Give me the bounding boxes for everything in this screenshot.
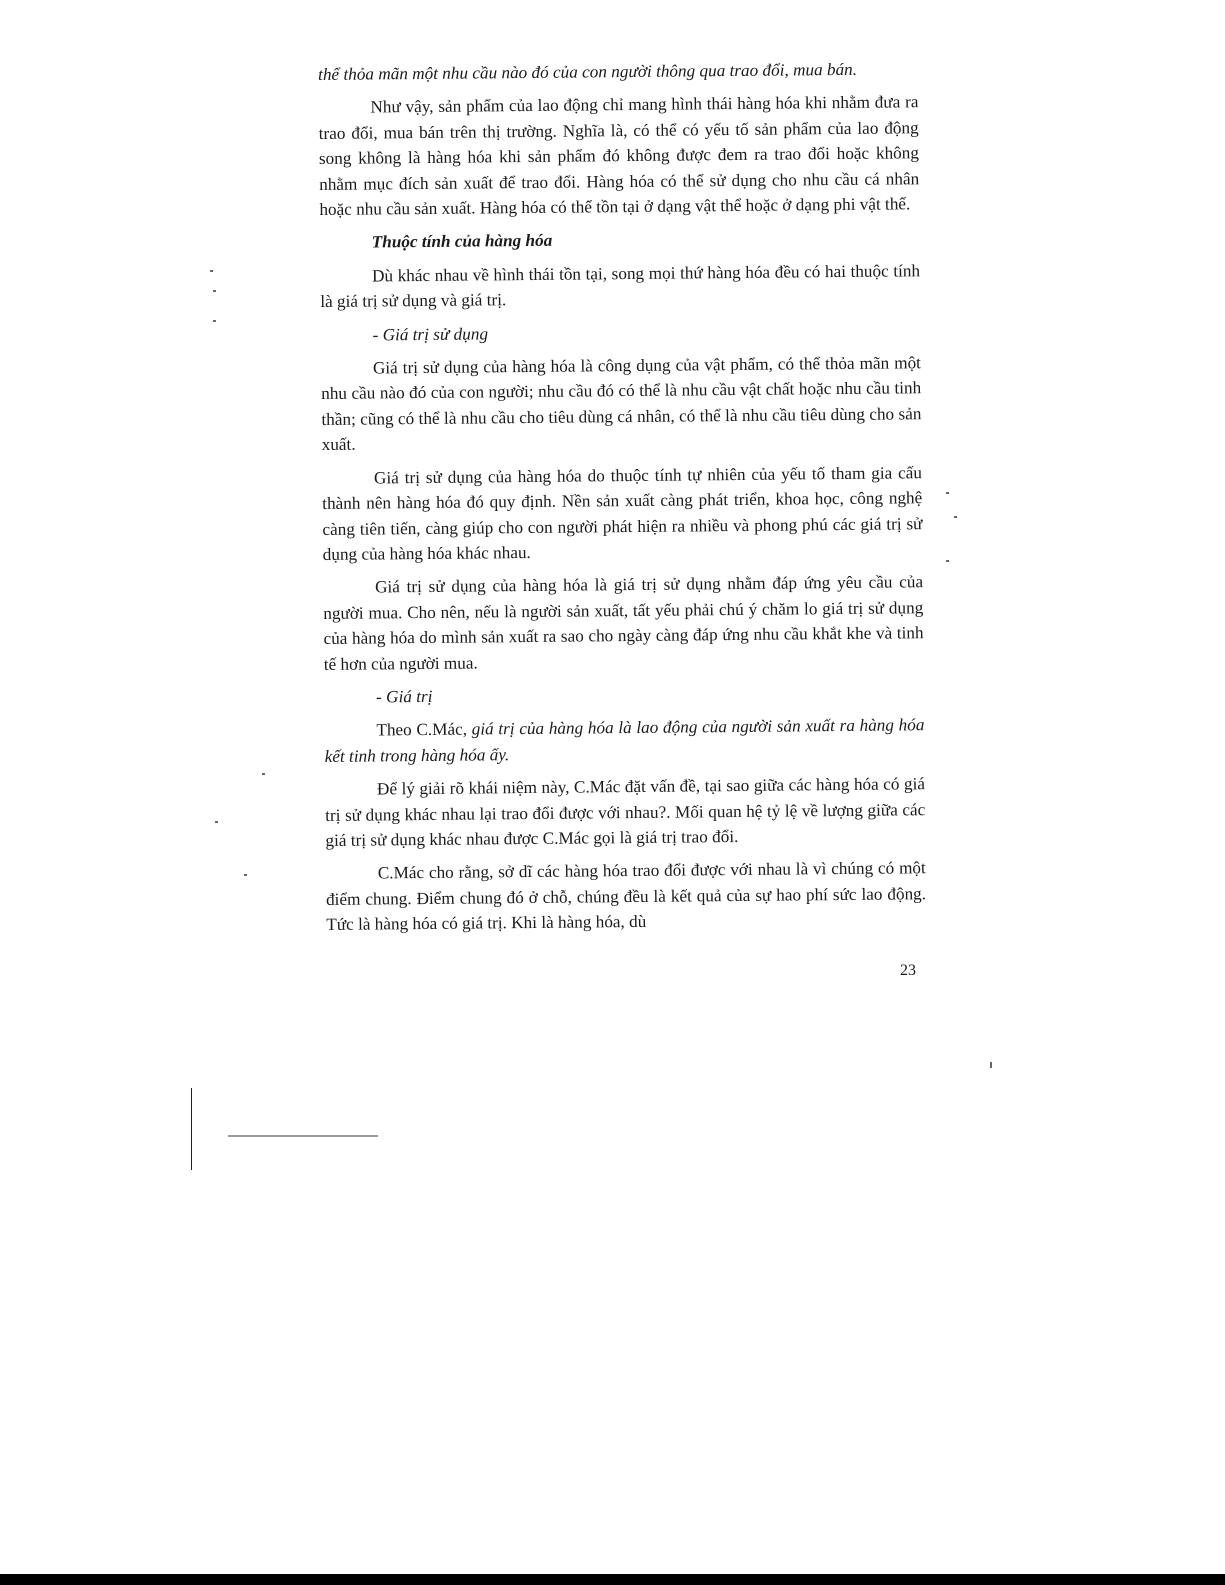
scan-speck: [210, 270, 213, 272]
paragraph-use-value-buyer: Giá trị sử dụng của hàng hóa là giá trị sử dụng nhằm đáp ứng yêu cầu của người mua. Cho nên, nếu là người sản xuất, tất yếu phải chú ý chăm lo giá trị sử dụng của hàng hóa do mình sản xuất ra sao cho ngày càng đáp ứng nhu cầu khắt khe và tinh tế hơn của người mua.: [323, 572, 924, 674]
value-definition-lead: Theo C.Mác,: [376, 719, 472, 740]
section-heading-attributes: Thuộc tính của hàng hóa: [371, 231, 553, 252]
scan-speck: [946, 492, 949, 494]
paragraph-value-definition: [324, 713, 924, 770]
scan-speck: [946, 560, 949, 562]
paragraph-intro-continuation: thể thỏa mãn một nhu cầu nào đó của con người thông qua trao đổi, mua bán.: [318, 59, 858, 84]
scan-speck: [213, 320, 216, 322]
scan-speck: [954, 516, 957, 518]
scan-speck: [244, 874, 247, 876]
scan-speck: [262, 773, 265, 775]
paragraph-exchange-value: Để lý giải rõ khái niệm này, C.Mác đặt vấn đề, tại sao giữa các hàng hóa có giá trị sử dụng khác nhau lại trao đổi được với nhau?. Mối quan hệ tỷ lệ về lượng giữa các giá trị sử dụng khác nhau được C.Mác gọi là giá trị trao đổi.: [325, 774, 926, 850]
scan-margin-smudge: [228, 1135, 378, 1137]
body-text: [318, 56, 926, 945]
scan-edge-line: [191, 1088, 192, 1170]
value-definition-emphasis: giá trị của hàng hóa là lao động của người sản xuất ra hàng hóa kết tinh trong hàng hóa ấy.: [324, 715, 925, 766]
paragraph-use-value-definition: Giá trị sử dụng của hàng hóa là công dụng của vật phẩm, có thể thỏa mãn một nhu cầu nào đó của con người; nhu cầu đó có thể là nhu cầu vật chất hoặc nhu cầu tinh thần; cũng có thể là nhu cầu cho tiêu dùng cá nhân, có thể là nhu cầu tiêu dùng cho sản xuất.: [321, 353, 922, 455]
paragraph-two-attributes: Dù khác nhau về hình thái tồn tại, song mọi thứ hàng hóa đều có hai thuộc tính là giá trị sử dụng và giá trị.: [320, 261, 921, 312]
paragraph-use-value-natural-properties: Giá trị sử dụng của hàng hóa do thuộc tính tự nhiên của yếu tố tham gia cấu thành nên hàng hóa đó quy định. Nền sản xuất càng phát triển, khoa học, công nghệ càng tiên tiến, càng giúp cho con người phát hiện ra nhiều và phong phú các giá trị sử dụng của hàng hóa khác nhau.: [322, 462, 923, 564]
page-number: 23: [900, 962, 916, 979]
scan-speck: [215, 821, 218, 823]
paragraph-commodity-form: Như vậy, sản phẩm của lao động chỉ mang hình thái hàng hóa khi nhằm đưa ra trao đổi, mua bán trên thị trường. Nghĩa là, có thể có yếu tố sản phẩm của lao động song không là hàng hóa khi sản phẩm đó không được đem ra trao đổi hoặc không nhằm mục đích sản xuất để trao đổi. Hàng hóa có thể sử dụng cho nhu cầu cá nhân hoặc nhu cầu sản xuất. Hàng hóa có thể tồn tại ở dạng vật thể hoặc ở dạng phi vật thể.: [318, 92, 920, 220]
subheading-value: - Giá trị: [376, 686, 433, 707]
scan-speck: [213, 290, 216, 292]
scanner-bottom-border: [0, 1574, 1225, 1585]
scan-speck: [990, 1062, 992, 1068]
paragraph-common-point: C.Mác cho rằng, sở dĩ các hàng hóa trao đổi được với nhau là vì chúng có một điểm chung. Điểm chung đó ở chỗ, chúng đều là kết quả của sự hao phí sức lao động. Tức là hàng hóa có giá trị. Khi là hàng hóa, dù: [325, 858, 927, 935]
subheading-use-value: - Giá trị sử dụng: [372, 324, 489, 345]
